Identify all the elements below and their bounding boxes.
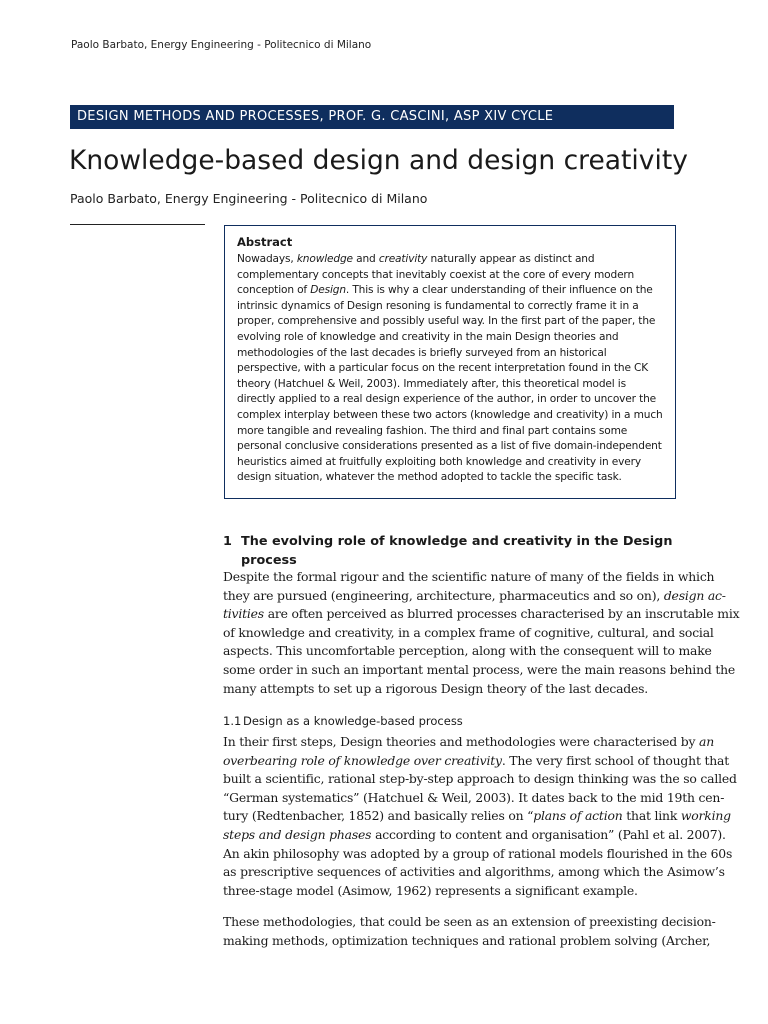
running-head: Paolo Barbato, Energy Engineering - Politecnico di Milano bbox=[71, 39, 372, 51]
text-line: making methods, optimization techniques and rational problem solving (Archer, bbox=[223, 932, 711, 948]
text-line: they are pursued (engineering, architecture, pharmaceutics and so on), design ac- bbox=[223, 587, 726, 603]
text-line: design situation, whatever the method adopted to tackle the specific task. bbox=[237, 471, 622, 484]
subsection-heading bbox=[223, 714, 463, 728]
text-line: of knowledge and creativity, in a complex frame of cognitive, cultural, and social bbox=[223, 624, 714, 640]
emphasis: creativity bbox=[378, 253, 428, 265]
subsection-number: 1.1 bbox=[223, 714, 242, 728]
text-line: theory (Hatchuel & Weil, 2003). Immediately after, this theoretical model is bbox=[237, 377, 626, 390]
text-line: An akin philosophy was adopted by a group of rational models flourished in the 60s bbox=[223, 845, 733, 861]
text-line: some order in such an important mental process, were the main reasons behind the bbox=[223, 661, 736, 677]
text-line: directly applied to a real design experience of the author, in order to uncover the bbox=[237, 393, 657, 406]
section-number: 1 bbox=[223, 534, 232, 549]
emphasis: steps and design phases bbox=[223, 826, 372, 842]
text-line: These methodologies, that could be seen as an extension of preexisting decision- bbox=[223, 914, 716, 929]
text-line: more tangible and revealing fashion. The third and final part contains some bbox=[237, 424, 628, 437]
section-paragraph bbox=[223, 568, 740, 698]
emphasis: plans of action bbox=[533, 808, 623, 824]
text-line: Despite the formal rigour and the scientific nature of many of the fields in which bbox=[223, 569, 715, 584]
text-line: complementary concepts that inevitably coexist at the core of every modern bbox=[237, 268, 635, 281]
text-line: as prescriptive sequences of activities and algorithms, among which the Asimow’s bbox=[223, 864, 725, 880]
author-line: Paolo Barbato, Energy Engineering - Politecnico di Milano bbox=[70, 191, 428, 206]
subsection-paragraph-2 bbox=[223, 913, 716, 950]
emphasis: overbearing role of knowledge over creativity bbox=[223, 752, 502, 768]
text-line: “German systematics” (Hatchuel & Weil, 2003). It dates back to the mid 19th cen- bbox=[223, 789, 725, 805]
course-banner: DESIGN METHODS AND PROCESSES, PROF. G. CASCINI, ASP XIV CYCLE bbox=[70, 105, 674, 129]
emphasis: Design bbox=[310, 284, 346, 297]
section-title-line2: process bbox=[241, 553, 297, 568]
text-line: intrinsic dynamics of Design resoning is fundamental to correctly frame it in a bbox=[237, 299, 639, 312]
section-heading bbox=[223, 532, 673, 570]
text-line: personal conclusive considerations presented as a list of five domain-independent bbox=[237, 440, 662, 453]
text-line: perspective, with a particular focus on the recent interpretation found in the CK bbox=[237, 362, 649, 375]
emphasis: design ac- bbox=[663, 587, 726, 603]
divider-rule bbox=[70, 224, 205, 225]
text-line: conception of Design. This is why a clear understanding of their influence on the bbox=[237, 284, 653, 297]
text-line: methodologies of the last decades is briefly surveyed from an historical bbox=[237, 346, 607, 359]
emphasis: working bbox=[680, 808, 731, 824]
emphasis: tivities bbox=[223, 606, 264, 622]
text-line: three-stage model (Asimow, 1962) represents a significant example. bbox=[223, 882, 638, 898]
abstract-box bbox=[224, 225, 676, 499]
emphasis: knowledge bbox=[296, 253, 353, 265]
subsection-paragraph-1 bbox=[223, 733, 737, 900]
section-title-line1: The evolving role of knowledge and creativity in the Design bbox=[241, 534, 673, 549]
text-line: Nowadays, knowledge and creativity naturally appear as distinct and bbox=[237, 253, 595, 265]
abstract-heading: Abstract bbox=[237, 235, 293, 249]
text-line: heuristics aimed at fruitfully exploiting both knowledge and creativity in every bbox=[237, 455, 641, 468]
text-line: tivities are often perceived as blurred processes characterised by an inscrutable mix bbox=[223, 606, 740, 622]
text-line: overbearing role of knowledge over creativity. The very first school of thought that bbox=[223, 752, 729, 768]
text-line: evolving role of knowledge and creativity in the main Design theories and bbox=[237, 330, 619, 343]
paper-title: Knowledge-based design and design creativity bbox=[69, 145, 688, 176]
text-line: steps and design phases according to content and organisation” (Pahl et al. 2007). bbox=[223, 826, 726, 842]
text-line: many attempts to set up a rigorous Design theory of the last decades. bbox=[223, 680, 649, 696]
text-line: proper, comprehensive and possibly useful way. In the first part of the paper, the bbox=[237, 315, 656, 328]
text-line: complex interplay between these two actors (knowledge and creativity) in a much bbox=[237, 408, 663, 421]
emphasis: an bbox=[699, 734, 714, 749]
subsection-title: Design as a knowledge-based process bbox=[243, 714, 463, 728]
text-line: In their first steps, Design theories and methodologies were characterised by an bbox=[223, 734, 714, 749]
text-line: built a scientific, rational step-by-step approach to design thinking was the so called bbox=[223, 771, 737, 787]
abstract-body bbox=[237, 252, 663, 486]
text-line: tury (Redtenbacher, 1852) and basically relies on “plans of action that link working bbox=[223, 808, 731, 824]
text-line: aspects. This uncomfortable perception, along with the consequent will to make bbox=[223, 643, 712, 659]
